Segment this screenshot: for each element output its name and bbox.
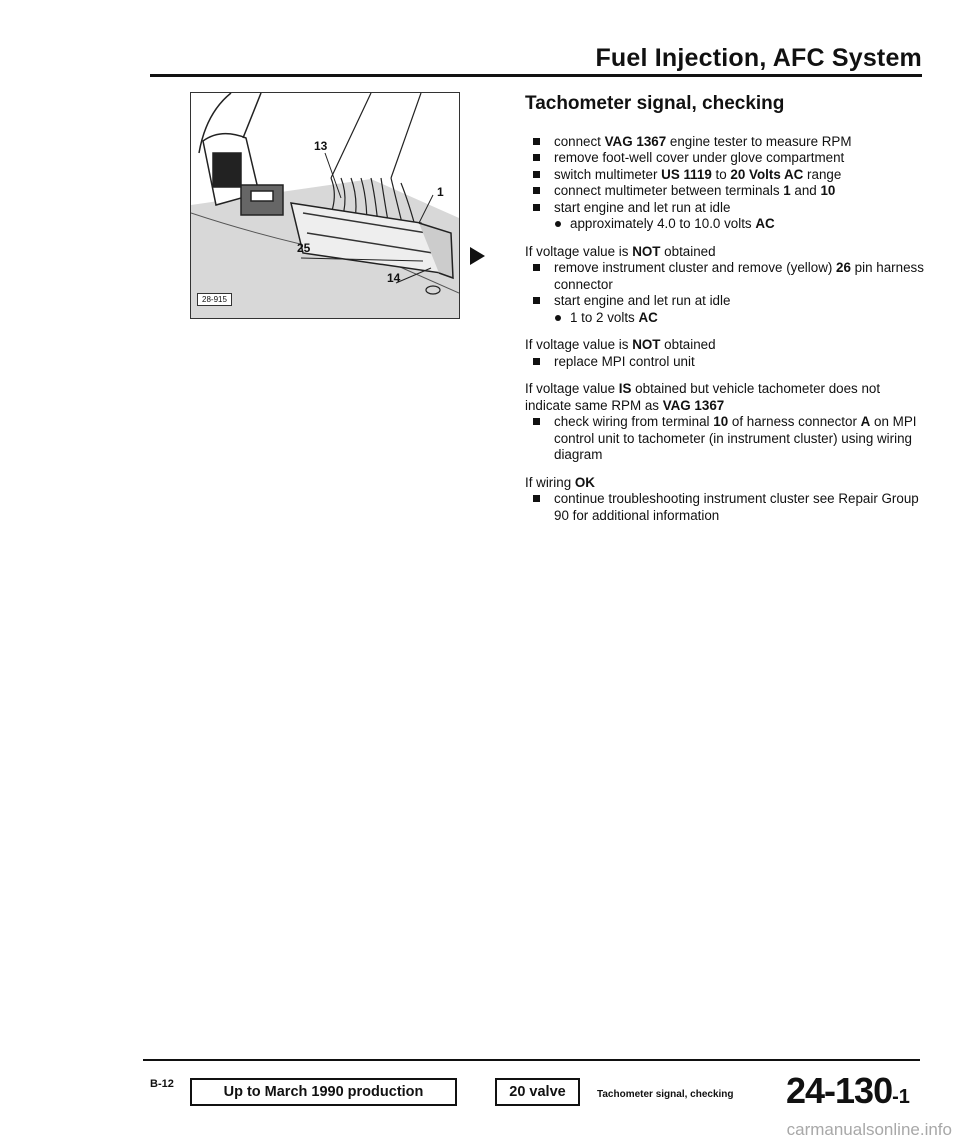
procedure-content <box>525 93 925 524</box>
list-item: remove instrument cluster and remove (yellow) 26 pin harness connector <box>532 260 925 293</box>
page-number: 24-130-1 <box>786 1070 910 1111</box>
page-code: B-12 <box>150 1078 174 1090</box>
connector-drawing <box>191 93 459 318</box>
section-title: Tachometer signal, checking <box>525 93 785 114</box>
condition-text: If voltage value is NOT obtained <box>525 337 716 352</box>
expected-result: 1 to 2 volts AC <box>554 310 925 327</box>
header-rule <box>150 74 922 77</box>
list-item: start engine and let run at idle <box>532 293 925 310</box>
list-item: remove foot-well cover under glove compartment <box>532 150 925 167</box>
list-item: connect multimeter between terminals 1 and 10 <box>532 183 925 200</box>
list-item: start engine and let run at idle <box>532 200 925 217</box>
pointer-arrow-icon <box>470 247 485 265</box>
pin-label-1: 1 <box>437 185 444 199</box>
valve-box: 20 valve <box>495 1078 580 1106</box>
list-item: connect VAG 1367 engine tester to measure RPM <box>532 134 925 151</box>
list-item: switch multimeter US 1119 to 20 Volts AC range <box>532 167 925 184</box>
footer-rule <box>143 1059 920 1061</box>
pin-label-13: 13 <box>314 139 328 153</box>
cable-left-2 <box>243 93 261 138</box>
condition-text: If voltage value is NOT obtained <box>525 243 716 259</box>
figure-id: 28-915 <box>197 293 232 306</box>
watermark: carmanualsonline.info <box>786 1120 952 1139</box>
left-connector <box>203 134 283 215</box>
footer-caption: Tachometer signal, checking <box>597 1089 734 1100</box>
expected-result: approximately 4.0 to 10.0 volts AC <box>554 216 925 233</box>
condition-text: If voltage value IS obtained but vehicle tachometer does not indicate same RPM as VAG 1367 <box>525 381 881 413</box>
page-title: Fuel Injection, AFC System <box>595 44 922 72</box>
list-item: continue troubleshooting instrument cluster see Repair Group 90 for additional information <box>532 491 925 524</box>
pin-label-25: 25 <box>297 241 311 255</box>
connector-illustration <box>190 92 460 319</box>
condition-text: If wiring OK <box>525 474 595 490</box>
production-range-box: Up to March 1990 production <box>190 1078 457 1106</box>
list-item: replace MPI control unit <box>532 354 925 371</box>
list-item: check wiring from terminal 10 of harness connector A on MPI control unit to tachometer (in instrument cluster) using wiring diagram <box>532 414 925 464</box>
pin-label-14: 14 <box>387 271 401 285</box>
